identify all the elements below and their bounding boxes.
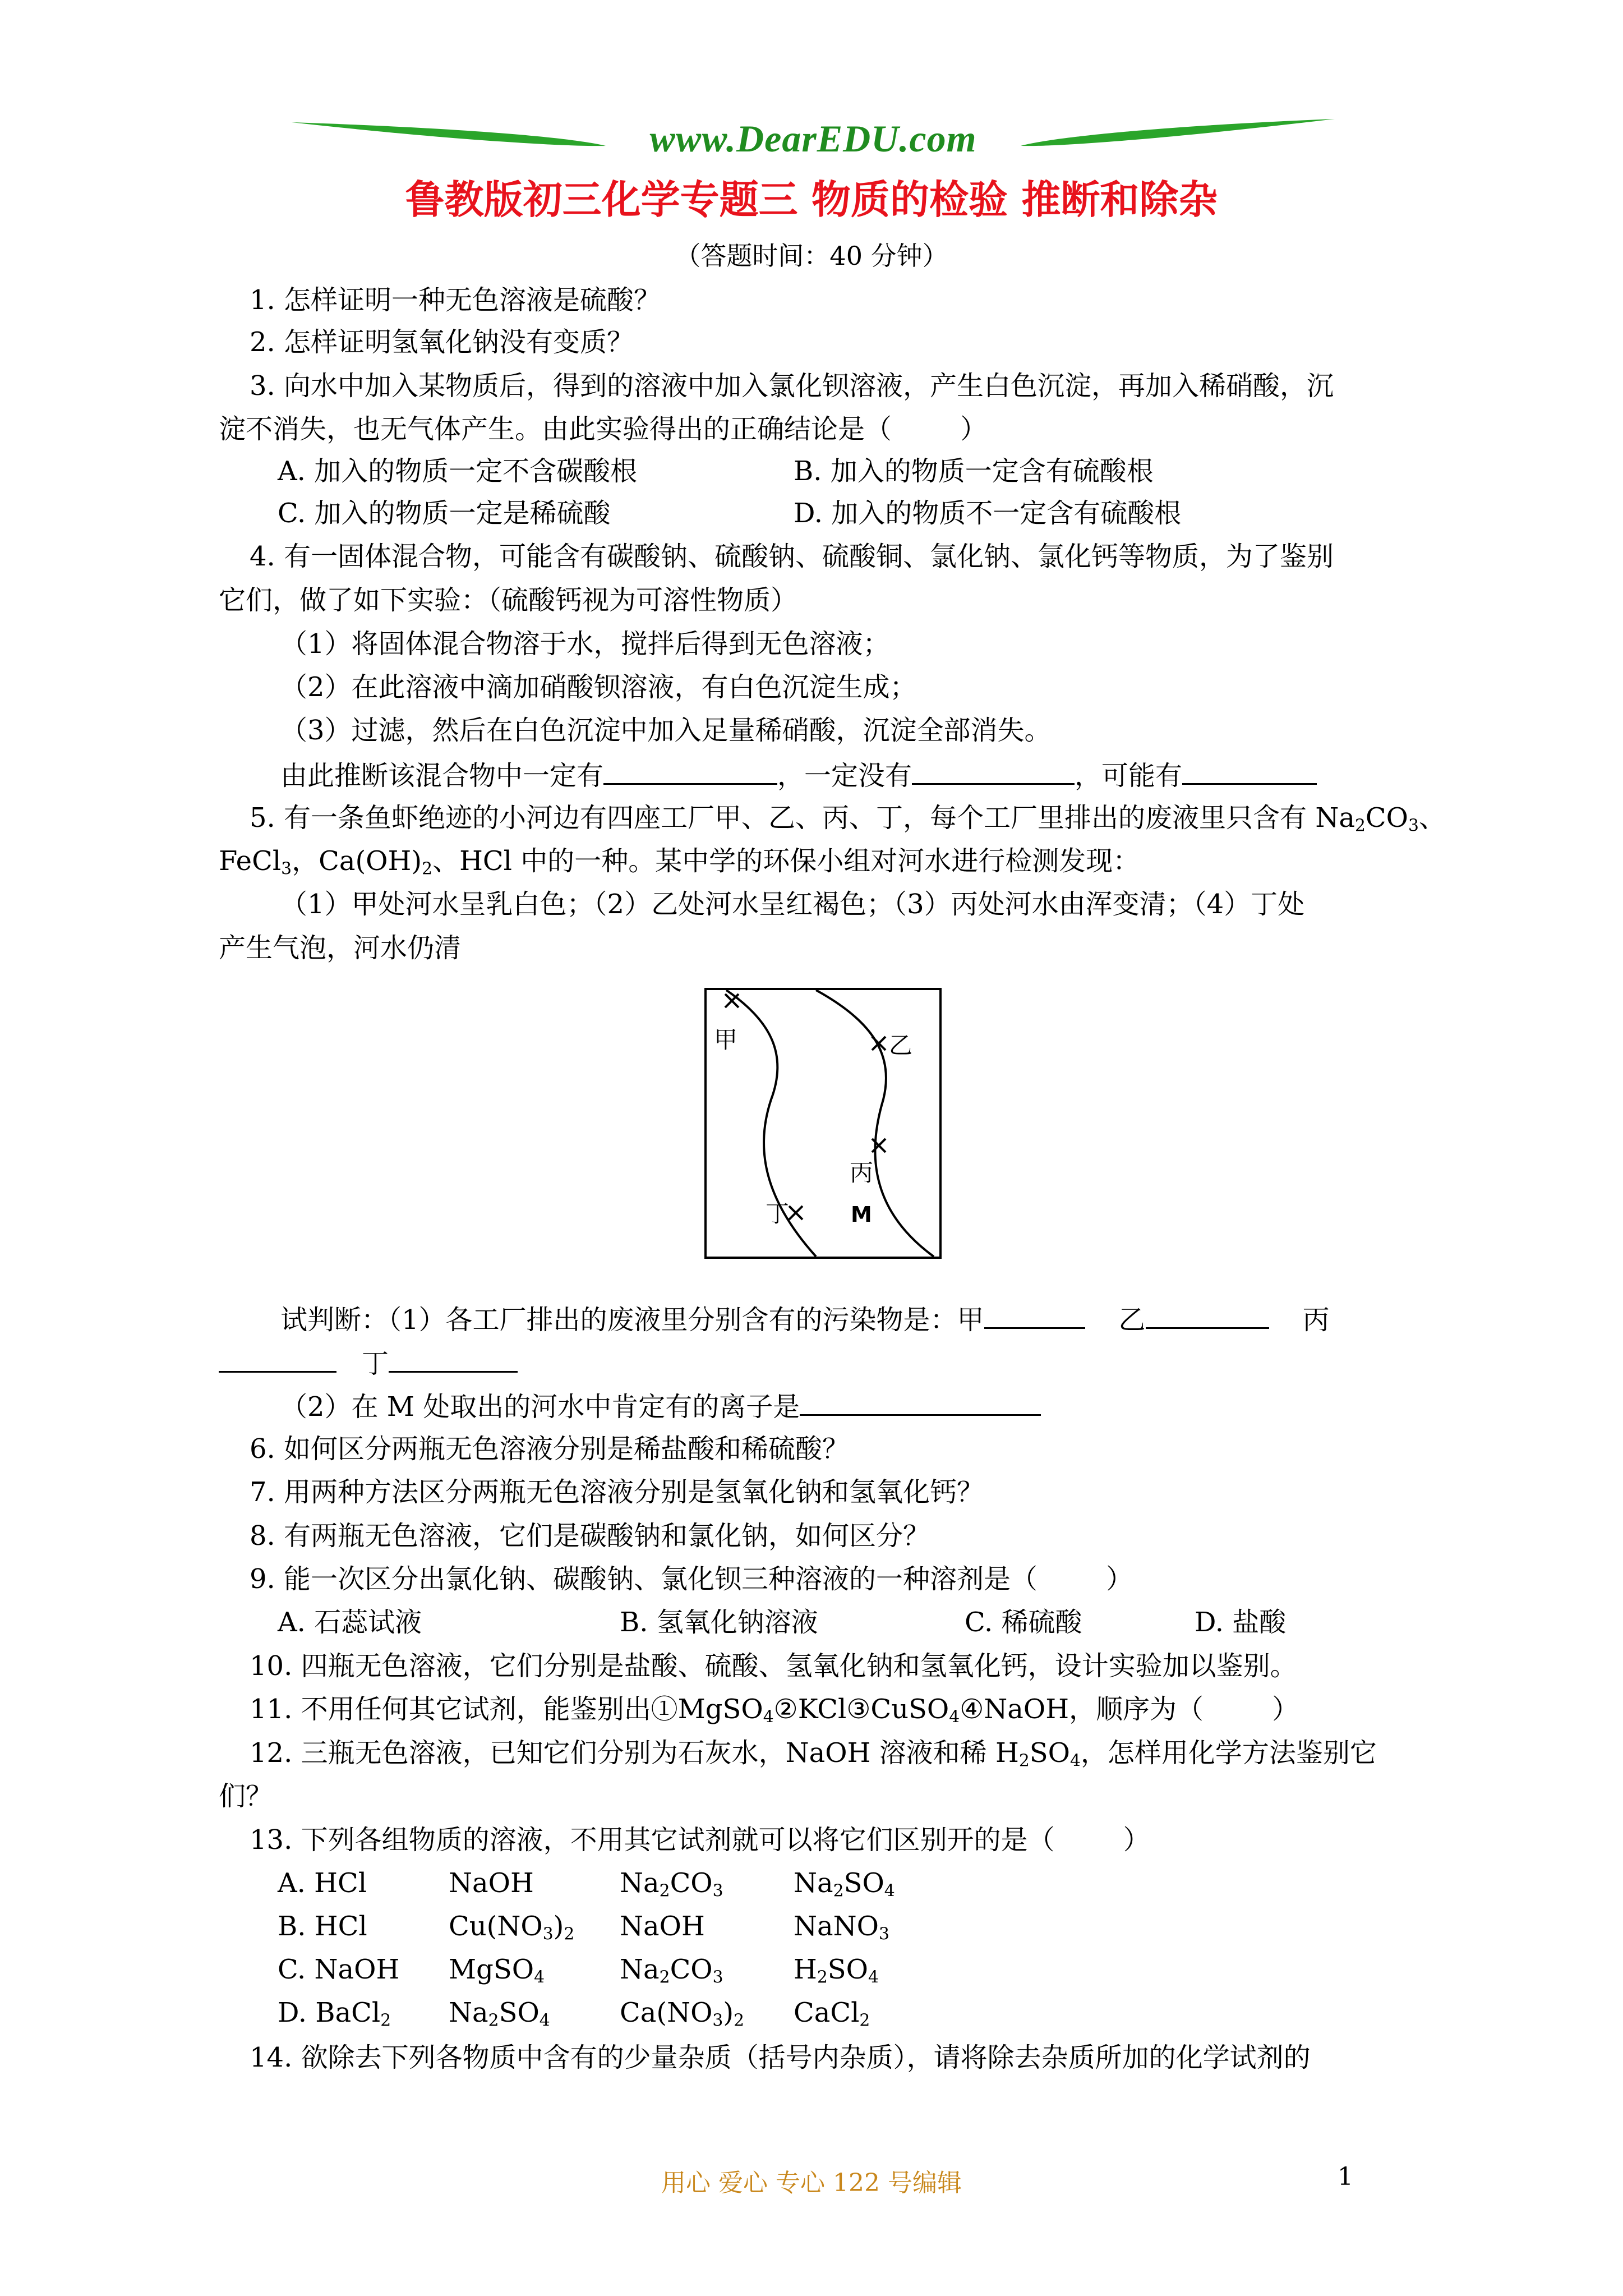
question-12-line1 — [250, 1736, 1377, 1770]
judge-yi-label: 乙 — [1118, 1304, 1146, 1336]
banner-text: www.DearEDU.com — [649, 117, 977, 160]
q5-line2-sub1: 3 — [281, 859, 292, 879]
question-13-option-d-item-4: CaCl$_2$ — [794, 1997, 870, 2031]
question-13-option-b-item-4: NaNO$_3$ — [794, 1911, 889, 1944]
question-13-option-a-item-2: NaOH — [449, 1867, 534, 1899]
question-13-option-a-item-1: A. HCl — [278, 1867, 367, 1899]
question-9: 9. 能一次区分出氯化钠、碳酸钠、氯化钡三种溶液的一种溶剂是（ ） — [250, 1563, 1133, 1595]
question-5-observations-line2: 产生气泡，河水仍清 — [219, 932, 462, 964]
question-13-option-d-item-2: $Na_2SO_4$ — [449, 1997, 550, 2031]
question-4-step1: （1）将固体混合物溶于水，搅拌后得到无色溶液； — [280, 628, 890, 660]
page-number: 1 — [1338, 2162, 1353, 2191]
question-3-option-b: B. 加入的物质一定含有硫酸根 — [794, 455, 1154, 487]
question-9-option-b: B. 氢氧化钠溶液 — [620, 1607, 818, 1638]
judge-ding-label: 丁 — [362, 1348, 389, 1379]
answer-blank-yi[interactable] — [1146, 1301, 1269, 1329]
question-8: 8. 有两瓶无色溶液，它们是碳酸钠和氯化钠，如何区分？ — [250, 1520, 930, 1552]
q11-text-b: ②KCl③CuSO — [773, 1694, 949, 1725]
label-jia: 甲 — [714, 1026, 738, 1053]
label-yi: 乙 — [889, 1032, 913, 1059]
q5-line2-a: FeCl — [219, 845, 282, 877]
factory-jia-marker — [725, 994, 739, 1007]
q5-line2-b: ，Ca(OH) — [292, 845, 422, 877]
label-m: M — [851, 1202, 872, 1227]
question-3-line1: 3. 向水中加入某物质后，得到的溶液中加入氯化钡溶液，产生白色沉淀，再加入稀硝酸，沉 — [250, 370, 1334, 402]
q5-line1-text: 5. 有一条鱼虾绝迹的小河边有四座工厂甲、乙、丙、丁，每个工厂里排出的废液里只含有 Na — [250, 802, 1355, 834]
question-13-option-b-item-2: $Cu(NO_3)_2$ — [449, 1911, 575, 1944]
answer-blank-ding[interactable] — [389, 1345, 518, 1373]
answer-blank-ions[interactable] — [800, 1388, 1041, 1416]
question-9-option-c: C. 稀硫酸 — [965, 1607, 1082, 1638]
question-13-option-b-item-1: B. HCl — [278, 1911, 367, 1942]
question-6: 6. 如何区分两瓶无色溶液分别是稀盐酸和稀硫酸？ — [250, 1433, 850, 1465]
q11-text-c: ④NaOH，顺序为（ ） — [960, 1694, 1299, 1725]
q5-line2-c: 、HCl 中的一种。某中学的环保小组对河水进行检测发现： — [432, 845, 1140, 877]
question-5-line2 — [219, 844, 1140, 878]
question-4-step3: （3）过滤，然后在白色沉淀中加入足量稀硝酸，沉淀全部消失。 — [280, 715, 1052, 746]
judge2-text: （2）在 M 处取出的河水中肯定有的离子是 — [280, 1391, 800, 1423]
question-5-judge-part2 — [280, 1388, 1041, 1424]
question-13-option-c-item-3: $Na_2CO_3$ — [620, 1954, 723, 1987]
question-11 — [250, 1692, 1299, 1726]
question-13-option-d-item-1: D. BaCl$_2$ — [278, 1997, 391, 2031]
question-3-line2: 淀不消失，也无气体产生。由此实验得出的正确结论是（ ） — [219, 413, 988, 445]
question-9-option-d: D. 盐酸 — [1195, 1607, 1287, 1638]
question-13-option-c-item-2: MgSO$_4$ — [449, 1954, 545, 1987]
q12-text-c: ，怎样用化学方法鉴别它 — [1080, 1737, 1377, 1769]
q12-sub2: 4 — [1069, 1751, 1081, 1771]
label-bing: 丙 — [850, 1159, 874, 1186]
river-diagram — [704, 987, 942, 1259]
question-9-option-a: A. 石蕊试液 — [278, 1607, 422, 1638]
question-13-option-c-item-1: C. NaOH — [278, 1954, 400, 1985]
q12-text-b: SO — [1029, 1737, 1070, 1769]
question-3-option-c: C. 加入的物质一定是稀硫酸 — [278, 498, 611, 529]
question-3-option-d: D. 加入的物质不一定含有硫酸根 — [794, 498, 1182, 529]
conclusion-text-b: ，一定没有 — [777, 760, 912, 792]
question-4-step2: （2）在此溶液中滴加硝酸钡溶液，有白色沉淀生成； — [280, 671, 917, 703]
page-title: 鲁教版初三化学专题三 物质的检验 推断和除杂 — [405, 176, 1218, 223]
label-ding: 丁 — [766, 1200, 790, 1227]
factory-bing-marker — [872, 1139, 886, 1152]
answer-blank-absent[interactable] — [912, 757, 1075, 785]
q5-line1-text-b: CO — [1365, 802, 1408, 834]
question-5-line1 — [250, 801, 1446, 835]
question-13: 13. 下列各组物质的溶液，不用其它试剂就可以将它们区别开的是（ ） — [250, 1824, 1150, 1856]
question-13-option-a-item-4: $Na_2SO_4$ — [794, 1867, 895, 1901]
river-right-bank — [816, 990, 934, 1257]
answer-blank-bing[interactable] — [219, 1345, 336, 1373]
question-3-option-a: A. 加入的物质一定不含碳酸根 — [278, 455, 638, 487]
q5-line2-sub2: 2 — [422, 859, 433, 879]
q11-text-a: 11. 不用任何其它试剂，能鉴别出①MgSO — [250, 1694, 763, 1725]
answer-blank-definite[interactable] — [603, 757, 777, 785]
q5-line1-text-c: 、 — [1418, 802, 1446, 834]
question-2: 2. 怎样证明氢氧化钠没有变质？ — [250, 326, 634, 358]
question-13-option-c-item-4: $H_2SO_4$ — [794, 1954, 879, 1987]
factory-ding-marker — [789, 1206, 803, 1220]
question-4-line1: 4. 有一固体混合物，可能含有碳酸钠、硫酸钠、硫酸铜、氯化钠、氯化钙等物质，为了鉴别 — [250, 541, 1334, 572]
q12-text-a: 12. 三瓶无色溶液，已知它们分别为石灰水，NaOH 溶液和稀 H — [250, 1737, 1019, 1769]
answer-blank-possible[interactable] — [1182, 757, 1317, 785]
page-subtitle: （答题时间：40 分钟） — [675, 241, 948, 271]
conclusion-text-a: 由此推断该混合物中一定有 — [280, 760, 604, 792]
header-banner — [292, 107, 1335, 168]
judge-bing-label: 丙 — [1302, 1304, 1330, 1336]
conclusion-text-c: ，可能有 — [1075, 760, 1183, 792]
question-7: 7. 用两种方法区分两瓶无色溶液分别是氢氧化钠和氢氧化钙？ — [250, 1476, 984, 1508]
question-12-line2: 们？ — [219, 1780, 273, 1812]
question-5-observations-line1: （1）甲处河水呈乳白色；（2）乙处河水呈红褐色；（3）丙处河水由浑变清；（4）丁处 — [280, 889, 1305, 920]
q11-sub1: 4 — [763, 1707, 774, 1727]
q12-sub1: 2 — [1018, 1751, 1030, 1771]
question-13-option-b-item-3: NaOH — [620, 1911, 705, 1942]
q11-sub2: 4 — [949, 1707, 960, 1727]
question-13-option-a-item-3: $Na_2CO_3$ — [620, 1867, 723, 1901]
page-footer: 用心 爱心 专心 122 号编辑 — [661, 2169, 962, 2197]
question-4-conclusion — [280, 757, 1317, 793]
q5-line1-sub2: 3 — [1408, 816, 1419, 836]
question-10: 10. 四瓶无色溶液，它们分别是盐酸、硫酸、氢氧化钠和氢氧化钙，设计实验加以鉴别。 — [250, 1650, 1297, 1682]
question-13-option-d-item-3: $Ca(NO_3)_2$ — [620, 1997, 745, 2031]
question-1: 1. 怎样证明一种无色溶液是硫酸？ — [250, 284, 661, 316]
answer-blank-jia[interactable] — [984, 1301, 1085, 1329]
diagram-frame — [706, 989, 940, 1258]
q5-line1-sub: 2 — [1354, 816, 1366, 836]
question-5-judge-line2 — [219, 1345, 518, 1381]
question-5-judge-line1 — [280, 1301, 1330, 1337]
judge-text: 试判断：（1）各工厂排出的废液里分别含有的污染物是：甲 — [280, 1304, 984, 1336]
question-14: 14. 欲除去下列各物质中含有的少量杂质（括号内杂质），请将除去杂质所加的化学试剂的 — [250, 2042, 1311, 2073]
question-4-line2: 它们，做了如下实验：（硫酸钙视为可溶性物质） — [219, 585, 798, 616]
